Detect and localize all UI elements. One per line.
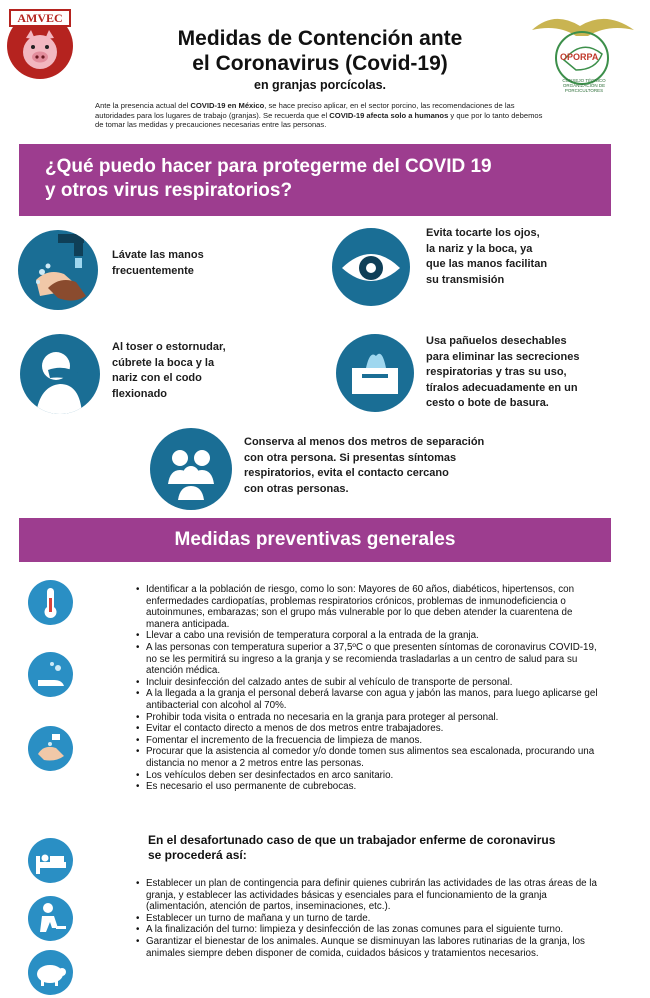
advice-cough-line1: Al toser o estornudar, bbox=[112, 341, 226, 353]
advice-tissue-line3: respiratorias y tras su uso, bbox=[426, 366, 567, 378]
intro-text-2: , se hace preciso aplicar, en el sector porcino, las recomendaciones de las autoridades para los lugares de trabajo (granjas). Se recuerda que el bbox=[95, 101, 515, 120]
sick-step-item: • Establecer un turno de mañana y un turno de tarde. bbox=[146, 913, 605, 925]
hand-sanitizer-icon bbox=[28, 726, 73, 771]
sick-worker-steps bbox=[135, 878, 605, 959]
advice-distance bbox=[244, 435, 484, 497]
sick-step-item: • A la finalización del turno: limpieza y desinfección de las zonas comunes para el siguiente turno. bbox=[146, 924, 605, 936]
preventive-item: • Es necesario el uso permanente de cubrebocas. bbox=[146, 781, 605, 793]
advice-eyes-line1: Evita tocarte los ojos, bbox=[426, 227, 540, 239]
hand-washing-icon bbox=[18, 230, 98, 310]
intro-bold-2: COVID-19 afecta solo a humanos bbox=[329, 110, 449, 120]
advice-tissue-line1: Usa pañuelos desechables bbox=[426, 335, 567, 347]
page-title-line2: el Coronavirus (Covid-19) bbox=[192, 52, 448, 75]
advice-tissue-line5: cesto o bote de basura. bbox=[426, 397, 549, 409]
sick-step-item: • Establecer un plan de contingencia para definir quienes cubrirán las actividades de las otras áreas de la granja, y establecer las actividades básicas y esenciales para el funcionamiento de la granja (alimentación, atención de partos, inseminaciones, etc.). bbox=[146, 878, 605, 913]
preventive-item: • Incluir desinfección del calzado antes de subir al vehículo de transporte de personal. bbox=[146, 677, 605, 689]
shoe-disinfection-icon bbox=[28, 652, 73, 697]
tissue-box-icon bbox=[336, 334, 414, 412]
preventive-item: • Identificar a la población de riesgo, como lo son: Mayores de 60 años, diabéticos, hipertensos, con enfermedades cardiopatías, problemas respiratorios crónicos, problemas de inmunodeficiencia o autoinmunes, embarazas; son el grupo más vulnerable por lo que deben atender la cuarentena de manera anticipada. bbox=[146, 584, 605, 630]
oporpa-logo-caption: CONSEJO TÉCNICO ORGANIZACIÓN DE PORCICULTORES bbox=[562, 78, 606, 93]
preventive-item: • A las personas con temperatura superior a 37,5ºC o que presenten síntomas de coronavirus COVID-19, no se les permitirá su ingreso a la granja y se recomienda trasladarlas a un centro de salud para su atención médica. bbox=[146, 642, 605, 677]
advice-wash-line1: Lávate las manos bbox=[112, 249, 204, 261]
advice-tissue-line2: para eliminar las secreciones bbox=[426, 350, 580, 363]
oporpa-logo-label: OPORPA bbox=[560, 52, 599, 62]
advice-wash-line2: frecuentemente bbox=[112, 264, 194, 277]
thermometer-icon bbox=[28, 580, 73, 625]
page-title-line1: Medidas de Contención ante bbox=[177, 27, 463, 50]
group-people-icon bbox=[150, 428, 232, 510]
amvec-logo-label: AMVEC bbox=[17, 11, 63, 25]
cough-elbow-icon bbox=[20, 334, 100, 414]
oporpa-logo bbox=[524, 8, 642, 104]
intro-text-1: Ante la presencia actual del bbox=[95, 101, 191, 110]
preventive-item: • Los vehículos deben ser desinfectados en arco sanitario. bbox=[146, 770, 605, 782]
advice-distance-line1: Conserva al menos dos metros de separación bbox=[244, 436, 485, 448]
worker-icon bbox=[28, 896, 73, 941]
amvec-logo bbox=[4, 4, 76, 82]
advice-cough-line2: cúbrete la boca y la bbox=[112, 356, 215, 369]
preventive-item: • Fomentar el incremento de la frecuencia de limpieza de manos. bbox=[146, 735, 605, 747]
page-subtitle: en granjas porcícolas. bbox=[254, 78, 386, 92]
question-banner bbox=[19, 144, 611, 216]
advice-distance-line3: respiratorios, evita el contacto cercano bbox=[244, 467, 449, 479]
advice-tissue-line4: tíralos adecuadamente en un bbox=[426, 381, 578, 394]
question-banner-line2: y otros virus respiratorios? bbox=[45, 180, 293, 201]
preventive-list bbox=[135, 584, 605, 793]
intro-paragraph bbox=[95, 101, 545, 130]
advice-distance-line4: con otras personas. bbox=[244, 482, 349, 495]
sick-bed-icon bbox=[28, 838, 73, 883]
preventive-banner-title: Medidas preventivas generales bbox=[174, 529, 456, 550]
preventive-item: • Prohibir toda visita o entrada no necesaria en la granja para proteger al personal. bbox=[146, 712, 605, 724]
advice-distance-line2: con otra persona. Si presentas síntomas bbox=[244, 451, 457, 464]
preventive-item: • A la llegada a la granja el personal deberá lavarse con agua y jabón las manos, para luego aplicarse gel antibacterial con alcohol al 70%. bbox=[146, 688, 605, 711]
preventive-item: • Llevar a cabo una revisión de temperatura corporal a la entrada de la granja. bbox=[146, 630, 605, 642]
sick-step-item: • Garantizar el bienestar de los animales. Aunque se disminuyan las labores rutinarias de la granja, los animales siempre deben disponer de comida, cuidados básicos y tratamientos necesarios. bbox=[146, 936, 605, 959]
advice-eyes-line3: que las manos facilitan bbox=[426, 258, 548, 270]
advice-cough-line3: nariz con el codo bbox=[112, 372, 202, 384]
advice-tissue bbox=[426, 334, 579, 412]
eye-icon bbox=[332, 228, 410, 306]
advice-wash-hands bbox=[112, 248, 204, 279]
pig-icon bbox=[28, 950, 73, 995]
preventive-item: • Evitar el contacto directo a menos de dos metros entre trabajadores. bbox=[146, 723, 605, 735]
intro-bold-1: COVID-19 en México bbox=[190, 101, 265, 110]
intro-text-3: y que por lo tanto debemos de tomar las medidas y precauciones necesarias entre las personas. bbox=[95, 110, 543, 130]
advice-cough bbox=[112, 340, 226, 402]
advice-cough-line4: flexionado bbox=[112, 387, 168, 400]
advice-eyes-line4: su transmisión bbox=[426, 273, 505, 286]
sick-worker-heading: En el desafortunado caso de que un trabajador enferme de coronavirus se procederá así: bbox=[148, 833, 556, 862]
preventive-banner bbox=[19, 518, 611, 562]
question-banner-line1: ¿Qué puedo hacer para protegerme del COVID 19 bbox=[45, 156, 492, 177]
advice-eyes-line2: la nariz y la boca, ya bbox=[426, 242, 533, 255]
advice-touch-face bbox=[426, 226, 547, 288]
preventive-item: • Procurar que la asistencia al comedor y/o donde tomen sus alimentos sea escalonada, procurando una distancia no menor a 2 metros entre las personas. bbox=[146, 746, 605, 769]
title-block bbox=[90, 26, 550, 92]
